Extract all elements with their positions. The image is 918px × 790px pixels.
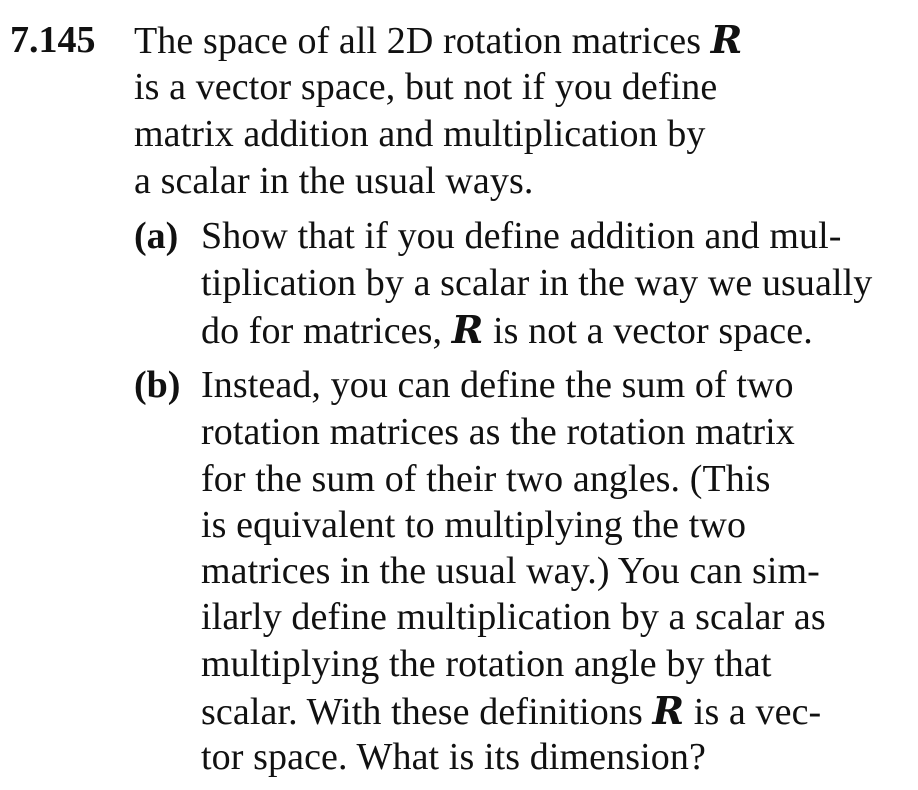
part-a-label: (a): [134, 215, 179, 257]
intro-line-2: is a vector space, but not if you define: [134, 66, 718, 108]
part-b-line-2: rotation matrices as the rotation matrix: [201, 411, 795, 453]
part-b-line-8: scalar. With these definitions R is a vec-: [201, 688, 822, 733]
part-b-line-7: multiplying the rotation angle by that: [201, 643, 772, 685]
calligraphic-r-symbol: R: [451, 307, 484, 352]
part-a-line-1: Show that if you define addition and mul-: [201, 215, 842, 257]
part-b-line-4: is equivalent to multiplying the two: [201, 504, 747, 546]
part-b-line-9: tor space. What is its dimension?: [201, 736, 706, 778]
intro-line-1: The space of all 2D rotation matrices R: [134, 17, 743, 62]
intro-line-3: matrix addition and multiplication by: [134, 113, 706, 155]
calligraphic-r-symbol: R: [652, 688, 685, 733]
intro-line-4: a scalar in the usual ways.: [134, 160, 534, 202]
part-a-line-3: do for matrices, R is not a vector space.: [201, 307, 813, 352]
part-b-line-3: for the sum of their two angles. (This: [201, 458, 771, 500]
problem-number: 7.145: [10, 19, 96, 61]
part-b-label: (b): [134, 364, 181, 406]
part-a-line-2: tiplication by a scalar in the way we usually: [201, 262, 873, 304]
calligraphic-r-symbol: R: [710, 17, 743, 62]
part-b-line-5: matrices in the usual way.) You can sim-: [201, 550, 820, 592]
part-b-line-6: ilarly define multiplication by a scalar as: [201, 596, 826, 638]
part-b-line-1: Instead, you can define the sum of two: [201, 364, 794, 406]
